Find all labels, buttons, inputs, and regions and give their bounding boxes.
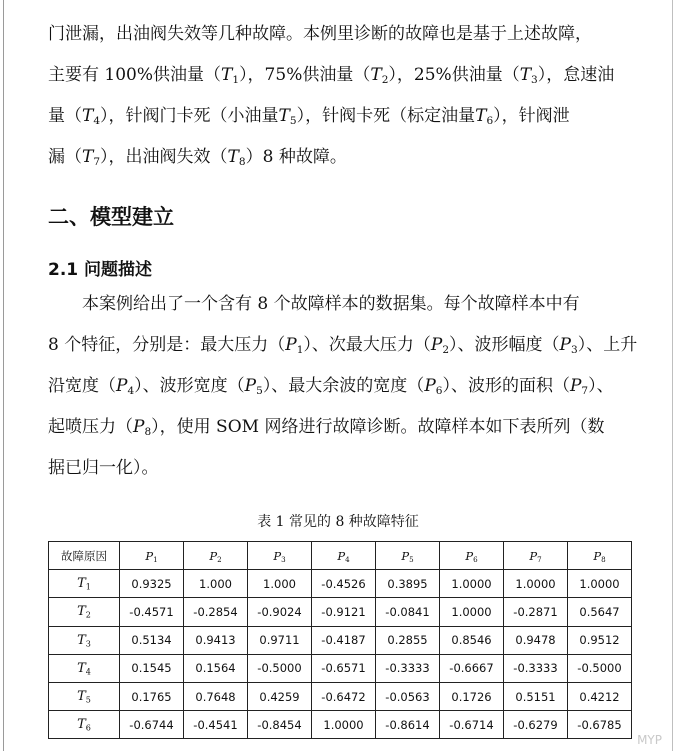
corner-header-cell: 故障原因 bbox=[49, 542, 120, 570]
table-cell: 0.9711 bbox=[248, 626, 312, 654]
symbol-t8: $T_8$ bbox=[227, 147, 246, 168]
symbol-p5: $P_5$ bbox=[244, 376, 263, 397]
symbol-p4: $P_4$ bbox=[116, 376, 135, 397]
intro-line-2: 主要有 100%供油量$(T_1)$，75%供油量$(T_2)$，25%供油量$(T_3)$，怠速油 bbox=[48, 65, 615, 86]
symbol-t6: $T_6$ bbox=[475, 106, 494, 127]
page-border-right bbox=[672, 0, 673, 751]
table-cell: 1.0000 bbox=[440, 570, 504, 598]
table-cell: 0.3895 bbox=[376, 570, 440, 598]
table-row bbox=[49, 654, 632, 682]
table-cell: 1.000 bbox=[184, 570, 248, 598]
table-cell: 0.8546 bbox=[440, 626, 504, 654]
table-row bbox=[49, 682, 632, 710]
feature-header-cell: $P_7$ bbox=[504, 542, 568, 570]
table-cell: -0.5000 bbox=[568, 654, 632, 682]
feature-header-cell: $P_3$ bbox=[248, 542, 312, 570]
problem-line-3: 沿宽度$(P_4)$、波形宽度$(P_5)$、最大余波的宽度$(P_6)$、波形的面积$(P_7)$、 bbox=[48, 376, 614, 397]
table-cell: -0.5000 bbox=[248, 654, 312, 682]
table-cell: -0.4571 bbox=[120, 598, 184, 626]
table-cell: -0.4541 bbox=[184, 711, 248, 739]
table-cell: 0.7648 bbox=[184, 682, 248, 710]
problem-line-5: 据已归一化）。 bbox=[48, 458, 159, 478]
row-header-cell: $T_3$ bbox=[49, 626, 120, 654]
table-cell: 1.000 bbox=[248, 570, 312, 598]
table-cell: 0.9413 bbox=[184, 626, 248, 654]
table-cell: -0.6785 bbox=[568, 711, 632, 739]
row-header-cell: $T_4$ bbox=[49, 654, 120, 682]
table-cell: -0.6279 bbox=[504, 711, 568, 739]
problem-line-1: 本案例给出了一个含有 8 个故障样本的数据集。每个故障样本中有 bbox=[82, 294, 580, 314]
symbol-t5: $T_5$ bbox=[278, 106, 297, 127]
table-cell: 1.0000 bbox=[504, 570, 568, 598]
table-cell: -0.6571 bbox=[312, 654, 376, 682]
table-cell: 0.2855 bbox=[376, 626, 440, 654]
table-cell: 1.0000 bbox=[440, 598, 504, 626]
table-cell: -0.8614 bbox=[376, 711, 440, 739]
problem-line-2: 8 个特征，分别是：最大压力$(P_1)$、次最大压力$(P_2)$、波形幅度$(P_3)$、上升 bbox=[48, 335, 638, 356]
table-cell: 0.9325 bbox=[120, 570, 184, 598]
table-cell: 0.5134 bbox=[120, 626, 184, 654]
feature-header-cell: $P_4$ bbox=[312, 542, 376, 570]
table-cell: 1.0000 bbox=[312, 711, 376, 739]
table-cell: 0.1564 bbox=[184, 654, 248, 682]
table-cell: -0.3333 bbox=[504, 654, 568, 682]
table-cell: 0.4259 bbox=[248, 682, 312, 710]
feature-header-cell: $P_6$ bbox=[440, 542, 504, 570]
intro-line-3: 量$(T_4)$，针阀门卡死（小油量$T_5$），针阀卡死（标定油量$T_6$），针阀泄 bbox=[48, 106, 570, 127]
problem-line-4: 起喷压力$(P_8)$，使用 SOM 网络进行故障诊断。故障样本如下表所列（数 bbox=[48, 417, 605, 438]
section-heading: 二、模型建立 bbox=[48, 205, 174, 229]
table-row bbox=[49, 626, 632, 654]
table-cell: -0.2871 bbox=[504, 598, 568, 626]
table-header-row bbox=[49, 542, 632, 570]
table-cell: -0.4187 bbox=[312, 626, 376, 654]
symbol-p1: $P_1$ bbox=[285, 335, 304, 356]
table-cell: -0.6472 bbox=[312, 682, 376, 710]
problem-paragraph bbox=[48, 284, 638, 489]
intro-line-4: 漏$(T_7)$，出油阀失效$(T_8)8$ 种故障。 bbox=[48, 147, 347, 168]
table-cell: -0.9024 bbox=[248, 598, 312, 626]
intro-paragraph bbox=[48, 14, 638, 178]
table-row bbox=[49, 598, 632, 626]
symbol-p8: $P_8$ bbox=[133, 417, 152, 438]
table-cell: -0.6744 bbox=[120, 711, 184, 739]
table-row bbox=[49, 711, 632, 739]
table-cell: -0.6667 bbox=[440, 654, 504, 682]
table-cell: -0.2854 bbox=[184, 598, 248, 626]
page-border-left bbox=[3, 0, 4, 751]
symbol-t3: $T_3$ bbox=[519, 65, 538, 86]
table-cell: 0.5647 bbox=[568, 598, 632, 626]
symbol-p7: $P_7$ bbox=[569, 376, 589, 397]
table-cell: 0.4212 bbox=[568, 682, 632, 710]
table-cell: -0.4526 bbox=[312, 570, 376, 598]
symbol-t2: $T_2$ bbox=[370, 65, 389, 86]
feature-header-cell: $P_1$ bbox=[120, 542, 184, 570]
table-caption: 表 1 常见的 8 种故障特征 bbox=[257, 514, 419, 530]
table-cell: 1.0000 bbox=[568, 570, 632, 598]
symbol-t4: $T_4$ bbox=[82, 106, 101, 127]
table-cell: -0.6714 bbox=[440, 711, 504, 739]
table-cell: -0.0563 bbox=[376, 682, 440, 710]
row-header-cell: $T_5$ bbox=[49, 682, 120, 710]
table-cell: -0.0841 bbox=[376, 598, 440, 626]
symbol-t1: $T_1$ bbox=[221, 65, 240, 86]
table-cell: -0.3333 bbox=[376, 654, 440, 682]
symbol-p3: $P_3$ bbox=[559, 335, 578, 356]
intro-line-1: 门泄漏，出油阀失效等几种故障。本例里诊断的故障也是基于上述故障， bbox=[48, 24, 592, 44]
table-cell: 0.1765 bbox=[120, 682, 184, 710]
table-cell: 0.9512 bbox=[568, 626, 632, 654]
watermark: MYP bbox=[637, 733, 662, 747]
table-cell: 0.9478 bbox=[504, 626, 568, 654]
table-cell: 0.1545 bbox=[120, 654, 184, 682]
fault-feature-table bbox=[48, 541, 632, 739]
subsection-heading: 2.1 问题描述 bbox=[48, 260, 153, 280]
symbol-t7: $T_7$ bbox=[82, 147, 101, 168]
table-cell: -0.9121 bbox=[312, 598, 376, 626]
symbol-p6: $P_6$ bbox=[424, 376, 443, 397]
feature-header-cell: $P_2$ bbox=[184, 542, 248, 570]
table-cell: -0.8454 bbox=[248, 711, 312, 739]
feature-header-cell: $P_5$ bbox=[376, 542, 440, 570]
row-header-cell: $T_6$ bbox=[49, 711, 120, 739]
table-cell: 0.1726 bbox=[440, 682, 504, 710]
row-header-cell: $T_1$ bbox=[49, 570, 120, 598]
table-cell: 0.5151 bbox=[504, 682, 568, 710]
row-header-cell: $T_2$ bbox=[49, 598, 120, 626]
feature-header-cell: $P_8$ bbox=[568, 542, 632, 570]
table-row bbox=[49, 570, 632, 598]
symbol-p2: $P_2$ bbox=[430, 335, 450, 356]
